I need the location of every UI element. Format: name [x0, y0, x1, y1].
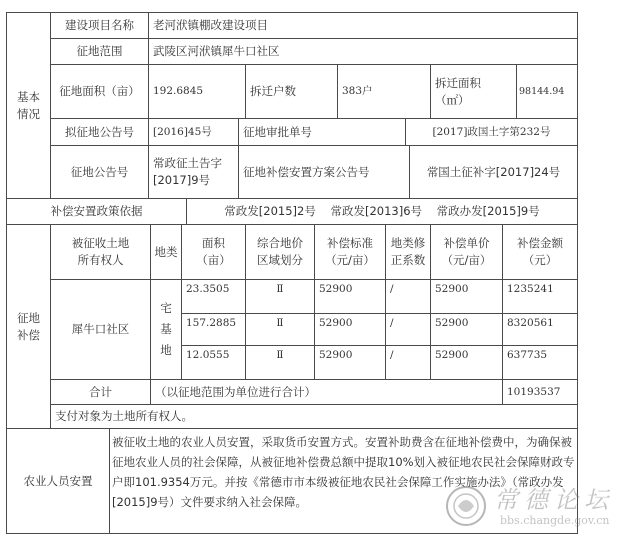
scope-value: 武陵区河洑镇犀牛口社区 [148, 38, 578, 65]
demolition-area-value: 98144.94 [516, 64, 578, 119]
compensation-plan-value: 常国土征补字[2017]24号 [409, 145, 578, 199]
header-owner: 被征收土地 所有权人 [50, 224, 151, 280]
row3-coefficient: / [385, 345, 431, 380]
demolition-area-label: 拆迁面积 （㎡） [430, 64, 517, 119]
area-value: 192.6845 [148, 64, 246, 119]
forum-logo-icon [444, 484, 488, 528]
row2-zone: Ⅱ [245, 313, 315, 346]
forum-watermark [444, 474, 634, 534]
total-label: 合计 [50, 379, 151, 405]
project-name-label: 建设项目名称 [50, 12, 149, 39]
policy-value: 常政发[2015]2号 常政发[2013]6号 常政办发[2015]9号 [186, 198, 578, 225]
compensation-section-label: 征地 补偿 [6, 224, 51, 429]
notice-value: 常政征土告字 [2017]9号 [148, 145, 239, 199]
row1-area: 23.3505 [181, 279, 246, 314]
row3-unit-price: 52900 [430, 345, 503, 380]
project-name-value: 老河洑镇棚改建设项目 [148, 12, 578, 39]
header-area: 面积 （亩） [181, 224, 246, 280]
header-coefficient: 地类修 正系数 [385, 224, 431, 280]
scope-label: 征地范围 [50, 38, 149, 65]
row2-coefficient: / [385, 313, 431, 346]
row1-amount: 1235241 [502, 279, 578, 314]
row1-unit-price: 52900 [430, 279, 503, 314]
row3-amount: 637735 [502, 345, 578, 380]
area-label: 征地面积（亩） [50, 64, 149, 119]
watermark-title: 常德论坛 [494, 486, 614, 514]
policy-label: 补偿安置政策依据 [6, 198, 187, 225]
header-amount: 补偿金额 （元） [502, 224, 578, 280]
total-note: （以征地范围为单位进行合计） [150, 379, 503, 405]
row3-area: 12.0555 [181, 345, 246, 380]
approval-label: 征地审批单号 [238, 118, 406, 146]
approval-value: [2017]政国土字第232号 [405, 118, 578, 146]
header-zone: 综合地价 区域划分 [245, 224, 315, 280]
row1-zone: Ⅱ [245, 279, 315, 314]
basic-info-section-label: 基本 情况 [6, 12, 51, 199]
proposed-notice-value: [2016]45号 [148, 118, 239, 146]
row3-zone: Ⅱ [245, 345, 315, 380]
row2-unit-price: 52900 [430, 313, 503, 346]
owner-value: 犀牛口社区 [50, 279, 151, 380]
watermark-url: bbs.changde.gov.cn [500, 514, 610, 527]
header-standard: 补偿标准 （元/亩） [314, 224, 386, 280]
total-amount: 10193537 [502, 379, 578, 405]
notice-label: 征地公告号 [50, 145, 149, 199]
row3-standard: 52900 [314, 345, 386, 380]
land-type-value: 宅 基 地 [150, 279, 182, 380]
households-value: 383户 [337, 64, 431, 119]
payee-note: 支付对象为土地所有权人。 [50, 404, 578, 429]
header-unit-price: 补偿单价 （元/亩） [430, 224, 503, 280]
row1-standard: 52900 [314, 279, 386, 314]
header-land-type: 地类 [150, 224, 182, 280]
households-label: 拆迁户数 [245, 64, 338, 119]
proposed-notice-label: 拟征地公告号 [50, 118, 149, 146]
resettlement-label: 农业人员安置 [6, 428, 110, 534]
row1-coefficient: / [385, 279, 431, 314]
row2-area: 157.2885 [181, 313, 246, 346]
compensation-plan-label: 征地补偿安置方案公告号 [238, 145, 410, 199]
row2-standard: 52900 [314, 313, 386, 346]
row2-amount: 8320561 [502, 313, 578, 346]
resettlement-text: 被征收土地的农业人员安置，采取货币安置方式。安置补助费含在征地补偿费中，为确保被征地农业人员的社会保障，从被征地补偿费总额中提取10%划入被征地农民社会保障财政专户即101.9354万元。并按《常德市市本级被征地农民社会保障工作实施办法》（常政办发[2015]9号）文件要求纳入社会保障。 [109, 428, 578, 534]
